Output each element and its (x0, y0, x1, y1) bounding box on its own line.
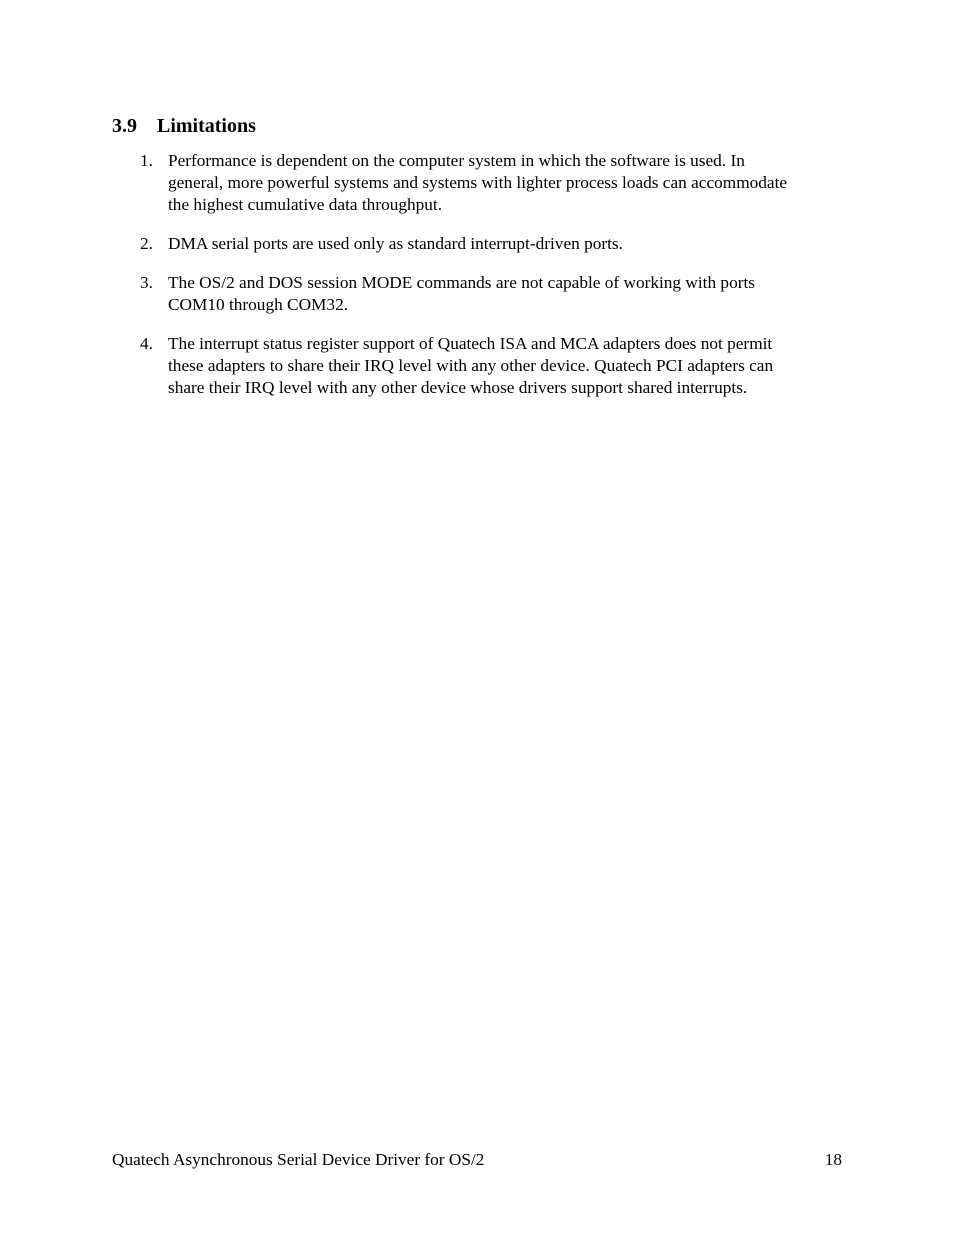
list-item-text: The interrupt status register support of Quatech ISA and MCA adapters does not permit these adapters to share their IRQ level with any other device. Quatech PCI adapters can share their IRQ level with any other device whose drivers support shared interrupts. (168, 334, 774, 397)
list-item-number: 1. (140, 151, 153, 170)
section-heading (112, 113, 256, 139)
list-item-text: Performance is dependent on the computer system in which the software is used. In general, more powerful systems and systems with lighter process loads can accommodate the highest cumulative data throughput. (168, 151, 788, 214)
section-number: 3.9 (112, 115, 137, 137)
list-item-text: The OS/2 and DOS session MODE commands are not capable of working with ports COM10 through COM32. (168, 273, 755, 314)
page-number: 18 (824, 1150, 842, 1169)
list-item (112, 233, 847, 255)
footer-document-title: Quatech Asynchronous Serial Device Driver for OS/2 (112, 1150, 485, 1169)
list-item (112, 333, 847, 399)
list-item-text: DMA serial ports are used only as standard interrupt-driven ports. (168, 234, 623, 253)
list-item (112, 150, 847, 216)
list-item-number: 4. (140, 334, 153, 353)
limitations-list (112, 150, 847, 416)
list-item-number: 3. (140, 273, 153, 292)
section-title: Limitations (157, 115, 256, 137)
list-item-number: 2. (140, 234, 153, 253)
list-item (112, 272, 847, 316)
